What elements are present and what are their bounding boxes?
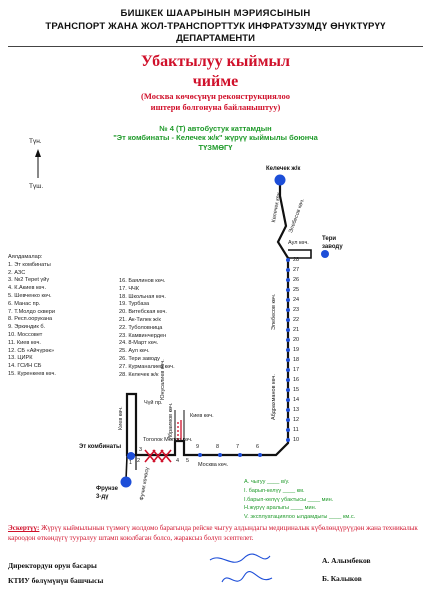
map-label-yunusaliev: Юнусалиев көч. xyxy=(160,359,166,400)
map-label-kelechek-st: Келечек көч. xyxy=(271,190,283,224)
stop-number: 19 xyxy=(293,347,300,353)
stop-number: 13 xyxy=(293,407,300,413)
doc-subtitle-line-2: иштери болгонуна байланыштуу) xyxy=(150,102,281,112)
map-label-frunze-1: Фрунзе xyxy=(96,486,118,492)
stop-item: 28. Келечек ж/к xyxy=(119,371,159,378)
stop-item: 5. Шевченко көч. xyxy=(8,292,52,299)
stop-number: 28 xyxy=(293,257,300,263)
stop-item: 6. Манас пр. xyxy=(8,300,41,307)
signature-director-name: А. Алымбеков xyxy=(322,556,371,565)
map-label-moskva: Москва көч. xyxy=(198,462,229,468)
map-label-elebesov-top: Элебесов көч. xyxy=(288,197,307,235)
map-label-ibraimov: Ибраимов көч. xyxy=(168,402,174,440)
map-label-togolok: Тоголок Молдо көч. xyxy=(143,437,193,443)
stop-number: 25 xyxy=(293,287,300,293)
stop-item: 14. ГСИН СБ xyxy=(8,363,42,370)
stop-item: 27. Курманалиев көч. xyxy=(119,363,175,370)
stop-number: 12 xyxy=(293,417,300,423)
stop-item: 4. К.Акиев көч. xyxy=(8,285,46,292)
stop-item: 10. Моссовет xyxy=(8,331,43,338)
stop-number: 24 xyxy=(293,297,300,303)
stop-number: 26 xyxy=(293,277,300,283)
terminal-kelechek-marker xyxy=(275,175,286,186)
route-info xyxy=(244,478,355,522)
stop-number: 7 xyxy=(236,444,240,450)
stop-number: 4 xyxy=(176,458,180,464)
stop-number: 9 xyxy=(196,444,200,450)
stop-item: 19. Турбаза xyxy=(119,301,150,308)
map-label-fuchik: Фучик көчөсү xyxy=(139,466,151,502)
terminal-et-kombinaty-marker xyxy=(127,452,135,460)
stop-number: 3 xyxy=(139,447,143,453)
map-label-elebesov-mid: Элебесов көч. xyxy=(271,293,277,330)
compass-north: Түн. xyxy=(29,138,42,145)
map-label-et-kombinaty: Эт комбинаты xyxy=(79,444,122,450)
doc-title-line-1: Убактылуу кыймыл xyxy=(141,53,290,70)
map-label-teri-1: Тери xyxy=(322,236,337,242)
info-line: I. барып-келүү ____ км. xyxy=(244,487,305,494)
info-line: Н.жүрүү аралыгы ____ мин. xyxy=(244,505,317,512)
stop-item: 26. Тери заводу xyxy=(119,355,160,362)
stop-item: 1. Эт комбинаты xyxy=(8,261,51,268)
info-line: V. эксплуатациялоо ылдамдыгы ____ км.с. xyxy=(244,514,356,521)
stop-number: 2 xyxy=(137,458,141,464)
stop-item: 22. Туболовница xyxy=(119,324,163,331)
compass-arrow xyxy=(35,149,41,178)
signature-director-title: Директордун орун басары xyxy=(8,561,97,570)
compass-south: Түш. xyxy=(29,183,44,190)
stop-number: 16 xyxy=(293,377,300,383)
doc-subtitle-line-1: (Москва көчөсүнүн реконструкциялоо xyxy=(141,91,290,101)
map-label-aul: Аул көч. xyxy=(288,240,309,246)
stops-title: Аялдамалар: xyxy=(8,254,43,260)
stop-number: 11 xyxy=(293,427,299,433)
map-label-chuy: Чүй пр. xyxy=(144,400,163,406)
info-line: I.барып-келүү убактысы ____ мин. xyxy=(244,496,334,503)
stop-number: 15 xyxy=(293,387,300,393)
map-label-kiev-left: Киев көч. xyxy=(118,406,124,430)
stop-number: 20 xyxy=(293,337,300,343)
stops-list-col2 xyxy=(119,278,175,379)
stop-number: 22 xyxy=(293,317,300,323)
stops-list-col1 xyxy=(8,254,56,379)
stop-item: 8. Респ.оорукана xyxy=(8,316,53,323)
route-title-line-3: ТҮЗМӨГҮ xyxy=(198,143,233,152)
terminal-frunze-marker xyxy=(121,477,132,488)
stop-item: 12. СБ «Айчүрөк» xyxy=(8,347,55,354)
stop-item: 16. Баялинов көч. xyxy=(119,278,166,284)
teri-zavodu-marker xyxy=(321,250,329,258)
stop-item: 25. Аул көч. xyxy=(119,348,150,355)
stop-number: 23 xyxy=(293,307,300,313)
stop-number: 14 xyxy=(293,397,300,403)
route-title-line-1: № 4 (Т) автобустук каттамдын xyxy=(159,124,272,133)
map-label-abdrahmanov: Абдрахманов көч. xyxy=(271,374,277,420)
doc-title-line-2: чийме xyxy=(192,73,239,90)
stop-item: 2. АЗС xyxy=(8,269,26,276)
stop-item: 17. ЧЧК xyxy=(119,285,140,292)
stop-number: 10 xyxy=(293,437,300,443)
stop-item: 7. Т.Молдо сквери xyxy=(8,308,55,315)
note-block xyxy=(8,524,426,543)
map-label-kiev: Киев көч. xyxy=(190,413,214,419)
map-label-frunze-2: 3-дү xyxy=(96,494,109,500)
info-line: А. чыгуу ____ в/у. xyxy=(244,479,290,485)
signature-head-name: Б. Калыков xyxy=(322,574,362,583)
stop-item: 13. ЦИРК xyxy=(8,355,33,362)
header-line-1: БИШКЕК ШААРЫНЫН МЭРИЯСЫНЫН xyxy=(120,8,311,19)
signature-head-title: КТИУ бөлүмүнүн башчысы xyxy=(8,576,104,585)
stop-item: 21. Ак-Тилек ж/к xyxy=(119,316,161,323)
stop-number: 18 xyxy=(293,357,300,363)
stop-item: 23. Камвинчерден xyxy=(119,332,167,339)
stop-number: 5 xyxy=(186,458,190,464)
stop-item: 20. Витебская көч. xyxy=(119,309,167,316)
stop-number: 17 xyxy=(293,367,300,373)
stop-item: 15. Куренкеев көч. xyxy=(8,370,56,377)
map-label-teri-2: заводу xyxy=(322,244,343,250)
stop-markers xyxy=(198,258,290,457)
stop-number: 8 xyxy=(216,444,220,450)
stop-item: 11. Киев көч. xyxy=(8,339,41,346)
stop-item: 24. 8-Март көч. xyxy=(119,340,159,347)
stop-item: 9. Эркиндик б. xyxy=(8,324,46,331)
note-text: Жүрүү кыймылынын түзмөгү жолдомо барагында рейске чыгуу алдындагы медициналык күбөлөндүрүүдөн жана техникалык кароодон өткөндүгү тууралуу штамп коюлбаган болсо, жараксыз болуп эсептелет. xyxy=(8,524,418,542)
stop-number: 21 xyxy=(293,327,300,333)
stop-item: 18. Школьная көч. xyxy=(119,293,166,300)
stop-item: 3. №2 Тереt үйү xyxy=(8,277,50,284)
note-head: Эскертүү: xyxy=(8,524,40,532)
stop-number: 6 xyxy=(256,444,260,450)
stop-number: 1 xyxy=(129,460,133,466)
map-label-kelechek: Келечек ж/к xyxy=(266,166,301,172)
header-line-2: ТРАНСПОРТ ЖАНА ЖОЛ-ТРАНСПОРТТУК ИНФРАТУЗУМДҮ ӨНҮКТҮРҮҮ xyxy=(45,21,386,32)
route-title-line-2: "Эт комбинаты - Келечек ж/к" жүрүү кыймылы боюнча xyxy=(113,133,318,142)
header-line-3: ДЕПАРТАМЕНТИ xyxy=(176,33,255,44)
stop-number: 27 xyxy=(293,267,300,273)
